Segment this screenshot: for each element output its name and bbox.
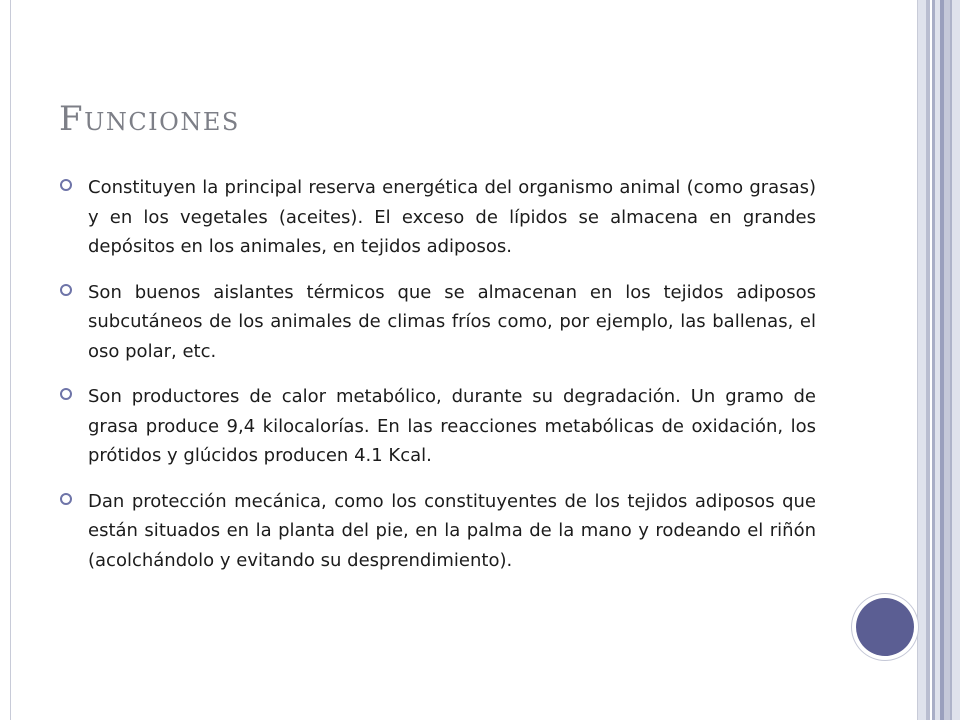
bullet-text: Dan protección mecánica, como los constituyentes de los tejidos adiposos que están situados en la planta del pie, en la palma de la mano y rodeando el riñón (acolchándolo y evitando su desprendimiento). xyxy=(88,490,816,571)
decorative-side-stripes xyxy=(918,0,960,720)
list-item xyxy=(60,173,816,262)
ring-bullet-icon xyxy=(60,284,72,296)
list-item xyxy=(60,382,816,471)
decorative-circle-icon xyxy=(856,598,914,656)
bullet-text: Son productores de calor metabólico, durante su degradación. Un gramo de grasa produce 9,4 kilocalorías. En las reacciones metabólicas de oxidación, los prótidos y glúcidos producen 4.1 Kcal. xyxy=(88,386,816,466)
bullet-text: Son buenos aislantes térmicos que se almacenan en los tejidos adiposos subcutáneos de los animales de climas fríos como, por ejemplo, las ballenas, el oso polar, etc. xyxy=(88,281,816,362)
ring-bullet-icon xyxy=(60,493,72,505)
list-item xyxy=(60,487,816,576)
ring-bullet-icon xyxy=(60,179,72,191)
ring-bullet-icon xyxy=(60,388,72,400)
bullet-text: Constituyen la principal reserva energética del organismo animal (como grasas) y en los vegetales (aceites). El exceso de lípidos se almacena en grandes depósitos en los animales, en tejidos adiposos. xyxy=(88,177,816,257)
slide-title: Funciones xyxy=(59,99,240,139)
bullet-list xyxy=(60,173,816,591)
list-item xyxy=(60,278,816,367)
